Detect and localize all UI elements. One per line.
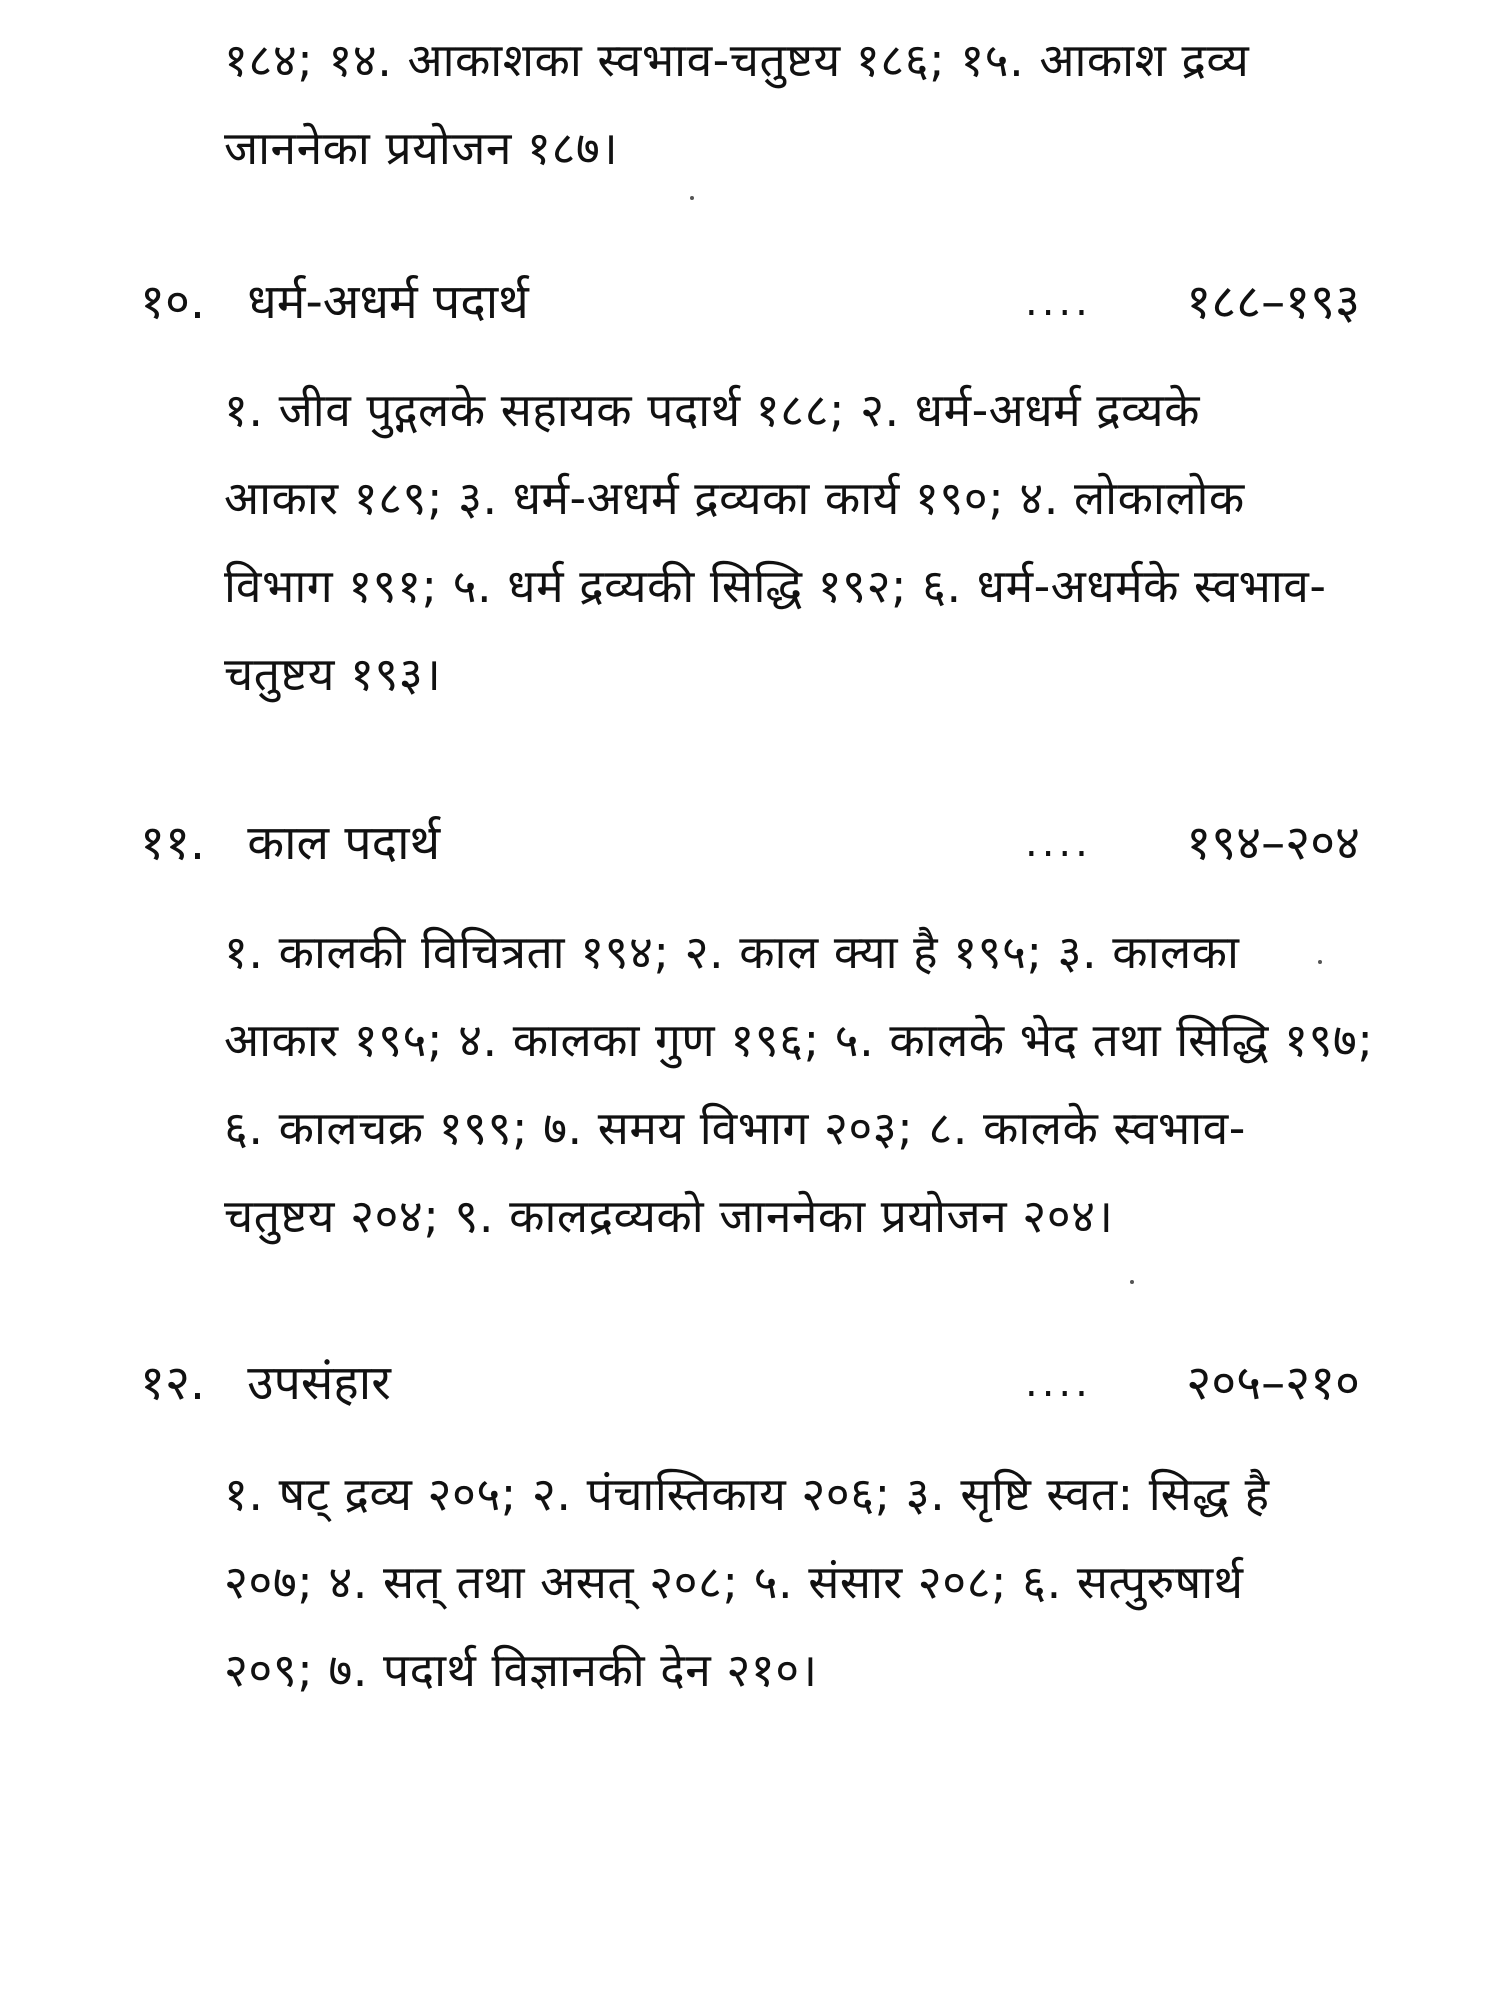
scan-speck: [690, 196, 694, 200]
section-11-number: ११.: [140, 815, 206, 871]
section-11-page-range: १९४–२०४: [1186, 815, 1360, 871]
section-11-line-4: चतुष्टय २०४; ९. कालद्रव्यको जाननेका प्रयोजन २०४।: [224, 1189, 1114, 1243]
scan-speck: [1130, 1280, 1134, 1284]
section-10-line-4: चतुष्टय १९३।: [224, 647, 442, 701]
section-11-heading: [140, 807, 1360, 879]
section-12-leader-dots: ....: [1025, 1360, 1092, 1406]
section-11-title: काल पदार्थ: [247, 815, 441, 871]
section-10-title: धर्म-अधर्म पदार्थ: [247, 274, 529, 330]
intro-paragraph: [224, 16, 1284, 192]
section-12-number: १२.: [140, 1355, 206, 1411]
section-11-line-1: १. कालकी विचित्रता १९४; २. काल क्या है १९५; ३. कालका: [224, 925, 1240, 979]
section-11-line-3: ६. कालचक्र १९९; ७. समय विभाग २०३; ८. कालके स्वभाव-: [224, 1101, 1246, 1155]
section-12-heading: [140, 1347, 1360, 1419]
section-10-line-3: विभाग १९१; ५. धर्म द्रव्यकी सिद्धि १९२; ६. धर्म-अधर्मके स्वभाव-: [224, 559, 1327, 613]
section-12-page-range: २०५–२१०: [1186, 1355, 1360, 1411]
section-12-contents: [224, 1450, 1284, 1714]
section-12-line-2: २०७; ४. सत् तथा असत् २०८; ५. संसार २०८; ६. सत्पुरुषार्थ: [224, 1555, 1244, 1609]
section-10-contents: [224, 366, 1327, 718]
section-10-number: १०.: [140, 274, 206, 330]
section-10-line-2: आकार १८९; ३. धर्म-अधर्म द्रव्यका कार्य १९०; ४. लोकालोक: [224, 471, 1245, 525]
intro-line-1: १८४; १४. आकाशका स्वभाव-चतुष्टय १८६; १५. आकाश द्रव्य: [224, 33, 1250, 87]
section-12-line-3: २०९; ७. पदार्थ विज्ञानकी देन २१०।: [224, 1643, 818, 1697]
section-11-leader-dots: ....: [1025, 820, 1092, 866]
scan-speck: [1318, 960, 1322, 964]
section-10-line-1: १. जीव पुद्गलके सहायक पदार्थ १८८; २. धर्म-अधर्म द्रव्यके: [224, 383, 1200, 437]
section-10-leader-dots: ....: [1025, 279, 1092, 325]
section-12-title: उपसंहार: [247, 1355, 391, 1411]
section-12-line-1: १. षट् द्रव्य २०५; २. पंचास्तिकाय २०६; ३. सृष्टि स्वत: सिद्ध है: [224, 1467, 1270, 1521]
section-10-page-range: १८८–१९३: [1186, 274, 1360, 330]
section-11-line-2: आकार १९५; ४. कालका गुण १९६; ५. कालके भेद तथा सिद्धि १९७;: [224, 1013, 1374, 1067]
section-11-contents: [224, 908, 1374, 1260]
section-10-heading: [140, 266, 1360, 338]
intro-line-2: जाननेका प्रयोजन १८७।: [224, 121, 619, 175]
